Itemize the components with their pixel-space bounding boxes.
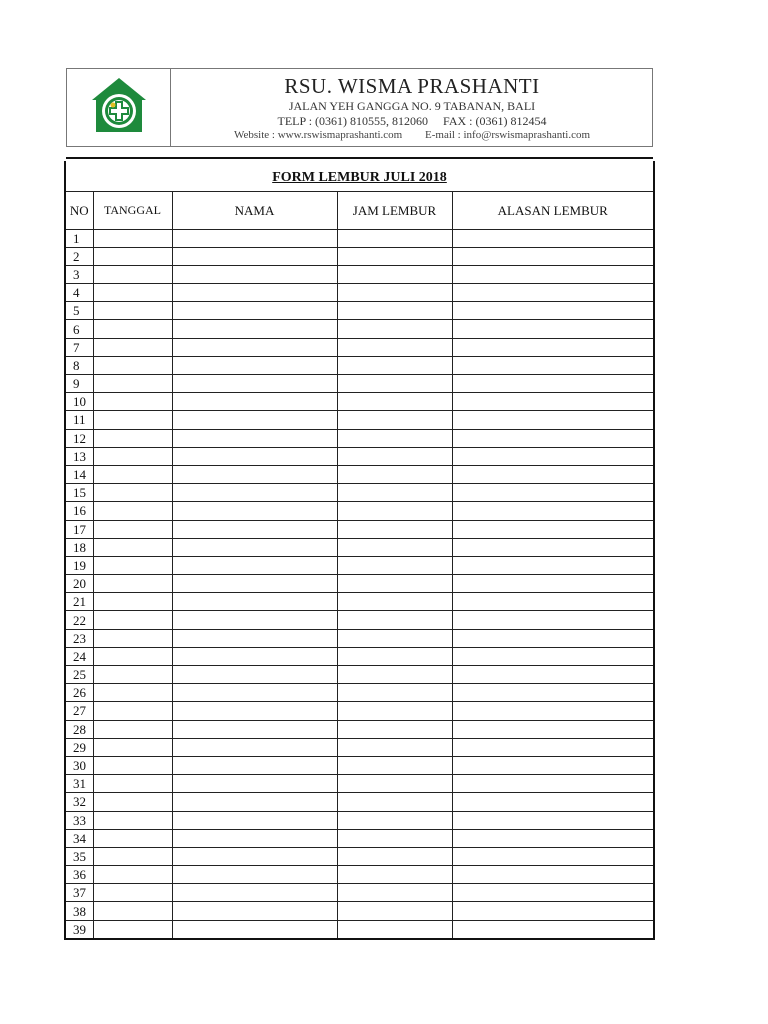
jam-lembur-cell[interactable] [337,356,452,374]
tanggal-cell[interactable] [93,793,172,811]
table-row [66,829,653,847]
jam-lembur-cell[interactable] [337,429,452,447]
alasan-lembur-cell[interactable] [452,629,653,647]
nama-cell[interactable] [172,411,337,429]
table-row [66,666,653,684]
row-number: 17 [66,520,93,538]
jam-lembur-cell[interactable] [337,684,452,702]
row-number: 22 [66,611,93,629]
table-row [66,338,653,356]
jam-lembur-cell[interactable] [337,629,452,647]
alasan-lembur-cell[interactable] [452,393,653,411]
table-row [66,375,653,393]
alasan-lembur-cell[interactable] [452,647,653,665]
row-number: 37 [66,884,93,902]
tanggal-cell[interactable] [93,902,172,920]
jam-lembur-cell[interactable] [337,720,452,738]
tanggal-cell[interactable] [93,866,172,884]
jam-lembur-cell[interactable] [337,502,452,520]
jam-lembur-cell[interactable] [337,538,452,556]
form-title [66,161,653,192]
alasan-lembur-cell[interactable] [452,866,653,884]
nama-cell[interactable] [172,356,337,374]
nama-cell[interactable] [172,447,337,465]
alasan-lembur-cell[interactable] [452,538,653,556]
row-number: 35 [66,847,93,865]
table-row [66,611,653,629]
header-nama: NAMA [172,192,337,229]
alasan-lembur-cell[interactable] [452,265,653,283]
table-row [66,302,653,320]
tanggal-cell[interactable] [93,229,172,247]
nama-cell[interactable] [172,756,337,774]
jam-lembur-cell[interactable] [337,593,452,611]
nama-cell[interactable] [172,320,337,338]
table-row [66,902,653,920]
table-row [66,647,653,665]
tanggal-cell[interactable] [93,556,172,574]
tanggal-cell[interactable] [93,884,172,902]
alasan-lembur-cell[interactable] [452,502,653,520]
row-number: 39 [66,920,93,938]
letterhead [66,68,653,147]
row-number: 21 [66,593,93,611]
nama-cell[interactable] [172,738,337,756]
tanggal-cell[interactable] [93,375,172,393]
tanggal-cell[interactable] [93,484,172,502]
nama-cell[interactable] [172,247,337,265]
table-row [66,756,653,774]
alasan-lembur-cell[interactable] [452,902,653,920]
table-row [66,684,653,702]
tanggal-cell[interactable] [93,811,172,829]
jam-lembur-cell[interactable] [337,484,452,502]
row-number: 26 [66,684,93,702]
jam-lembur-cell[interactable] [337,702,452,720]
nama-cell[interactable] [172,484,337,502]
overtime-table [66,192,653,938]
alasan-lembur-cell[interactable] [452,847,653,865]
jam-lembur-cell[interactable] [337,847,452,865]
tanggal-cell[interactable] [93,847,172,865]
nama-cell[interactable] [172,920,337,938]
table-row [66,465,653,483]
alasan-lembur-cell[interactable] [452,247,653,265]
row-number: 29 [66,738,93,756]
alasan-lembur-cell[interactable] [452,793,653,811]
jam-lembur-cell[interactable] [337,575,452,593]
row-number: 11 [66,411,93,429]
nama-cell[interactable] [172,502,337,520]
table-row [66,447,653,465]
row-number: 13 [66,447,93,465]
jam-lembur-cell[interactable] [337,611,452,629]
tanggal-cell[interactable] [93,775,172,793]
table-row [66,538,653,556]
tanggal-cell[interactable] [93,647,172,665]
logo-box [67,69,171,146]
alasan-lembur-cell[interactable] [452,575,653,593]
header-tanggal: TANGGAL [93,192,172,229]
jam-lembur-cell[interactable] [337,829,452,847]
jam-lembur-cell[interactable] [337,338,452,356]
nama-cell[interactable] [172,847,337,865]
tanggal-cell[interactable] [93,738,172,756]
tanggal-cell[interactable] [93,538,172,556]
row-number: 36 [66,866,93,884]
table-row [66,775,653,793]
alasan-lembur-cell[interactable] [452,611,653,629]
nama-cell[interactable] [172,611,337,629]
jam-lembur-cell[interactable] [337,756,452,774]
nama-cell[interactable] [172,284,337,302]
row-number: 9 [66,375,93,393]
jam-lembur-cell[interactable] [337,411,452,429]
tanggal-cell[interactable] [93,302,172,320]
row-number: 38 [66,902,93,920]
row-number: 15 [66,484,93,502]
nama-cell[interactable] [172,666,337,684]
alasan-lembur-cell[interactable] [452,484,653,502]
alasan-lembur-cell[interactable] [452,593,653,611]
nama-cell[interactable] [172,393,337,411]
alasan-lembur-cell[interactable] [452,666,653,684]
header-no: NO [66,192,93,229]
alasan-lembur-cell[interactable] [452,284,653,302]
table-row [66,793,653,811]
table-row [66,320,653,338]
table-row [66,411,653,429]
nama-cell[interactable] [172,538,337,556]
row-number: 14 [66,465,93,483]
jam-lembur-cell[interactable] [337,375,452,393]
hospital-website: Website : www.rswismaprashanti.com [233,129,403,141]
alasan-lembur-cell[interactable] [452,302,653,320]
jam-lembur-cell[interactable] [337,920,452,938]
table-body [66,229,653,938]
nama-cell[interactable] [172,793,337,811]
row-number: 31 [66,775,93,793]
jam-lembur-cell[interactable] [337,284,452,302]
table-row [66,920,653,938]
nama-cell[interactable] [172,575,337,593]
tanggal-cell[interactable] [93,702,172,720]
alasan-lembur-cell[interactable] [452,702,653,720]
tanggal-cell[interactable] [93,284,172,302]
jam-lembur-cell[interactable] [337,793,452,811]
alasan-lembur-cell[interactable] [452,229,653,247]
jam-lembur-cell[interactable] [337,465,452,483]
jam-lembur-cell[interactable] [337,647,452,665]
alasan-lembur-cell[interactable] [452,920,653,938]
row-number: 6 [66,320,93,338]
jam-lembur-cell[interactable] [337,393,452,411]
alasan-lembur-cell[interactable] [452,520,653,538]
nama-cell[interactable] [172,338,337,356]
tanggal-cell[interactable] [93,829,172,847]
nama-cell[interactable] [172,556,337,574]
alasan-lembur-cell[interactable] [452,775,653,793]
letterhead-text [171,69,653,146]
row-number: 30 [66,756,93,774]
row-number: 4 [66,284,93,302]
table-row [66,393,653,411]
tanggal-cell[interactable] [93,465,172,483]
tanggal-cell[interactable] [93,684,172,702]
nama-cell[interactable] [172,775,337,793]
jam-lembur-cell[interactable] [337,247,452,265]
tanggal-cell[interactable] [93,611,172,629]
row-number: 10 [66,393,93,411]
nama-cell[interactable] [172,811,337,829]
alasan-lembur-cell[interactable] [452,684,653,702]
row-number: 7 [66,338,93,356]
tanggal-cell[interactable] [93,393,172,411]
alasan-lembur-cell[interactable] [452,375,653,393]
row-number: 12 [66,429,93,447]
alasan-lembur-cell[interactable] [452,429,653,447]
tanggal-cell[interactable] [93,429,172,447]
table-row [66,811,653,829]
row-number: 2 [66,247,93,265]
jam-lembur-cell[interactable] [337,556,452,574]
nama-cell[interactable] [172,866,337,884]
header-divider [66,157,653,159]
nama-cell[interactable] [172,647,337,665]
alasan-lembur-cell[interactable] [452,720,653,738]
alasan-lembur-cell[interactable] [452,556,653,574]
table-row [66,556,653,574]
tanggal-cell[interactable] [93,720,172,738]
table-row [66,575,653,593]
alasan-lembur-cell[interactable] [452,738,653,756]
row-number: 16 [66,502,93,520]
table-row [66,593,653,611]
hospital-address: JALAN YEH GANGGA NO. 9 TABANAN, BALI [288,99,536,113]
tanggal-cell[interactable] [93,575,172,593]
table-row [66,738,653,756]
table-row [66,520,653,538]
overtime-form [64,161,655,940]
jam-lembur-cell[interactable] [337,738,452,756]
row-number: 28 [66,720,93,738]
nama-cell[interactable] [172,265,337,283]
table-header-row [66,192,653,229]
jam-lembur-cell[interactable] [337,447,452,465]
nama-cell[interactable] [172,302,337,320]
alasan-lembur-cell[interactable] [452,811,653,829]
jam-lembur-cell[interactable] [337,520,452,538]
alasan-lembur-cell[interactable] [452,447,653,465]
table-row [66,884,653,902]
row-number: 34 [66,829,93,847]
jam-lembur-cell[interactable] [337,811,452,829]
row-number: 32 [66,793,93,811]
jam-lembur-cell[interactable] [337,866,452,884]
table-row [66,629,653,647]
jam-lembur-cell[interactable] [337,265,452,283]
jam-lembur-cell[interactable] [337,229,452,247]
alasan-lembur-cell[interactable] [452,756,653,774]
hospital-contact [171,129,653,141]
nama-cell[interactable] [172,829,337,847]
nama-cell[interactable] [172,884,337,902]
row-number: 8 [66,356,93,374]
alasan-lembur-cell[interactable] [452,884,653,902]
table-row [66,229,653,247]
tanggal-cell[interactable] [93,756,172,774]
nama-cell[interactable] [172,593,337,611]
table-row [66,429,653,447]
table-row [66,484,653,502]
alasan-lembur-cell[interactable] [452,320,653,338]
hospital-email: E-mail : info@rswismaprashanti.com [425,129,591,141]
header-jam-lembur: JAM LEMBUR [337,192,452,229]
jam-lembur-cell[interactable] [337,320,452,338]
nama-cell[interactable] [172,465,337,483]
hospital-cross-logo-icon [86,74,152,140]
jam-lembur-cell[interactable] [337,666,452,684]
table-row [66,866,653,884]
tanggal-cell[interactable] [93,593,172,611]
nama-cell[interactable] [172,629,337,647]
nama-cell[interactable] [172,720,337,738]
table-row [66,702,653,720]
nama-cell[interactable] [172,229,337,247]
table-row [66,356,653,374]
row-number: 27 [66,702,93,720]
alasan-lembur-cell[interactable] [452,356,653,374]
row-number: 23 [66,629,93,647]
hospital-phone: TELP : (0361) 810555, 812060 FAX : (0361) 812454 [277,114,547,128]
table-row [66,247,653,265]
tanggal-cell[interactable] [93,447,172,465]
tanggal-cell[interactable] [93,920,172,938]
alasan-lembur-cell[interactable] [452,465,653,483]
row-number: 33 [66,811,93,829]
form-title-text: FORM LEMBUR JULI 2018 [272,170,447,185]
tanggal-cell[interactable] [93,320,172,338]
jam-lembur-cell[interactable] [337,902,452,920]
hospital-name: RSU. WISMA PRASHANTI [284,74,540,98]
row-number: 3 [66,265,93,283]
tanggal-cell[interactable] [93,265,172,283]
row-number: 24 [66,647,93,665]
row-number: 5 [66,302,93,320]
row-number: 19 [66,556,93,574]
nama-cell[interactable] [172,375,337,393]
nama-cell[interactable] [172,702,337,720]
table-row [66,720,653,738]
nama-cell[interactable] [172,429,337,447]
nama-cell[interactable] [172,520,337,538]
header-alasan-lembur: ALASAN LEMBUR [452,192,653,229]
tanggal-cell[interactable] [93,338,172,356]
tanggal-cell[interactable] [93,520,172,538]
row-number: 1 [66,229,93,247]
table-row [66,502,653,520]
nama-cell[interactable] [172,902,337,920]
alasan-lembur-cell[interactable] [452,338,653,356]
tanggal-cell[interactable] [93,411,172,429]
tanggal-cell[interactable] [93,247,172,265]
table-row [66,265,653,283]
tanggal-cell[interactable] [93,502,172,520]
alasan-lembur-cell[interactable] [452,411,653,429]
tanggal-cell[interactable] [93,356,172,374]
row-number: 25 [66,666,93,684]
nama-cell[interactable] [172,684,337,702]
table-row [66,847,653,865]
alasan-lembur-cell[interactable] [452,829,653,847]
jam-lembur-cell[interactable] [337,884,452,902]
jam-lembur-cell[interactable] [337,302,452,320]
row-number: 18 [66,538,93,556]
tanggal-cell[interactable] [93,629,172,647]
jam-lembur-cell[interactable] [337,775,452,793]
tanggal-cell[interactable] [93,666,172,684]
row-number: 20 [66,575,93,593]
table-row [66,284,653,302]
